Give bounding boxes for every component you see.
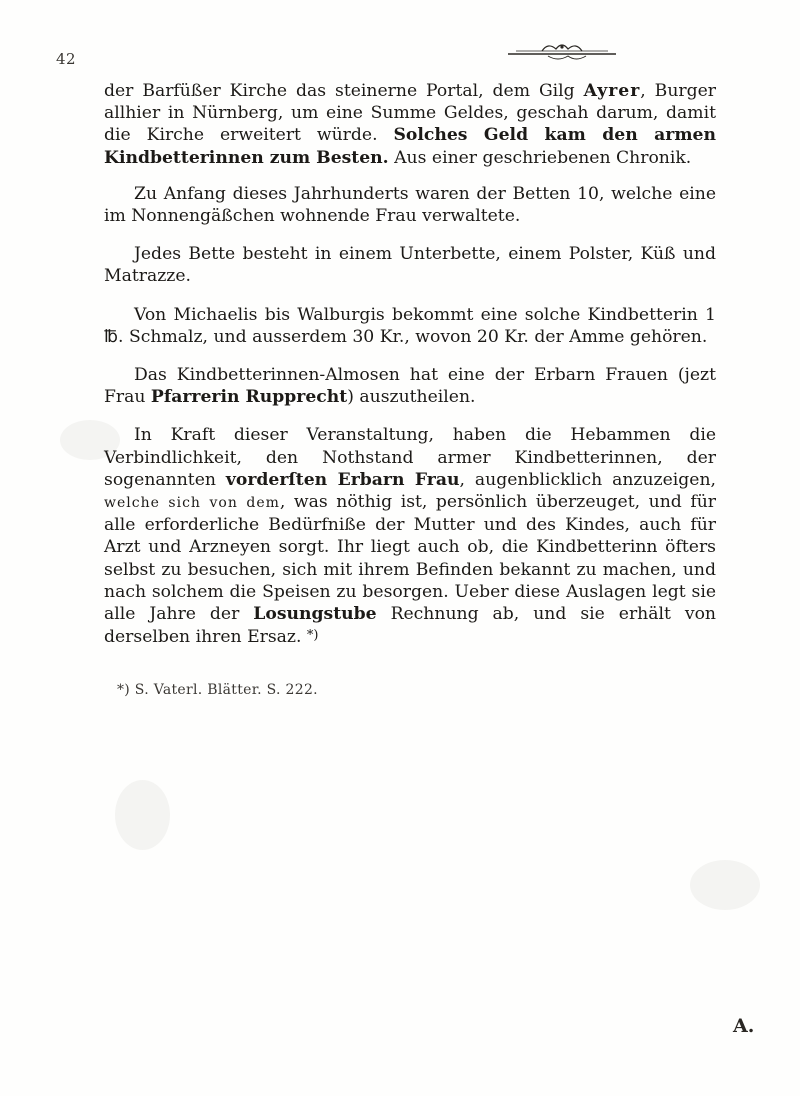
name-losungstube: Losungstube (253, 604, 377, 625)
text-run: Von Michaelis bis Walburgis bekommt eine solche Kindbetterin 1 ℔. Schmalz, und ausserdem 30 Kr., wovon 20 Kr. der Amme gehören. (104, 304, 716, 347)
paragraph-bette (104, 243, 716, 287)
text-run: ) auszutheilen. (347, 387, 476, 408)
paragraph-hebammen (104, 424, 716, 648)
paragraph-almosen (104, 364, 716, 408)
text-run: In Kraft dieser Veranstaltung, haben die Hebammen die Verbindlichkeit, den Nothstand armer Kindbetterinnen, der sogenannten (104, 425, 716, 490)
signature-mark: A. (733, 1015, 755, 1037)
body-text (104, 80, 716, 664)
name-rupprecht: Pfarrerin Rupprecht (150, 387, 348, 408)
text-run: Aus einer geschriebenen Chronik. (388, 147, 692, 168)
text-run: , was nöthig ist, persönlich überzeuget, und für alle erforderliche Bedürfniße der Mutter und des Kindes, auch für Arzt und Arzneyen sorgt. Ihr liegt auch ob, die Kindbetterinn öfters selbst zu besuchen, sich mit ihrem Befinden bekannt zu machen, und nach solchem die Speisen zu besorgen. Ueber diese Auslagen legt sie alle Jahre der (104, 492, 716, 625)
paragraph-schmalz (104, 304, 716, 348)
text-run: Jedes Bette besteht in einem Unterbette, einem Polster, Küß und Matrazze. (104, 244, 716, 287)
paragraph-portal (104, 80, 716, 169)
text-run: der Barfüßer Kirche das steinerne Portal, dem Gilg (104, 81, 584, 101)
name-ayrer: Ayrer (583, 81, 641, 101)
text-run: Das Kindbetterinnen-Almosen hat eine der Erbarn Frauen (jezt Frau (104, 365, 716, 408)
paragraph-betten (104, 183, 716, 227)
page-number: 42 (56, 50, 77, 68)
emphasized-sentence: Solches Geld kam den armen Kindbetterinnen zum Besten. (104, 125, 716, 168)
text-run: , augenblicklich anzuzeigen, (459, 469, 716, 490)
text-run: Zu Anfang dieses Jahrhunderts waren der Betten 10, welche eine im Nonnengäßchen wohnende Frau verwaltete. (104, 183, 716, 227)
text-run: , Burger allhier in Nürnberg, um eine Summe Geldes, geschah darum, damit die Kirche erweitert würde. (104, 81, 716, 146)
emphasized-term: vorderſten Erbarn Frau (225, 469, 460, 490)
footnote: *) S. Vaterl. Blätter. S. 222. (117, 682, 318, 698)
text-run: Rechnung ab, und sie erhält von derselben ihren Ersaz. (104, 604, 716, 648)
footnote-marker: *) (306, 628, 319, 644)
header-ornament (508, 40, 616, 62)
small-text-run: welche sich von dem (104, 495, 280, 512)
